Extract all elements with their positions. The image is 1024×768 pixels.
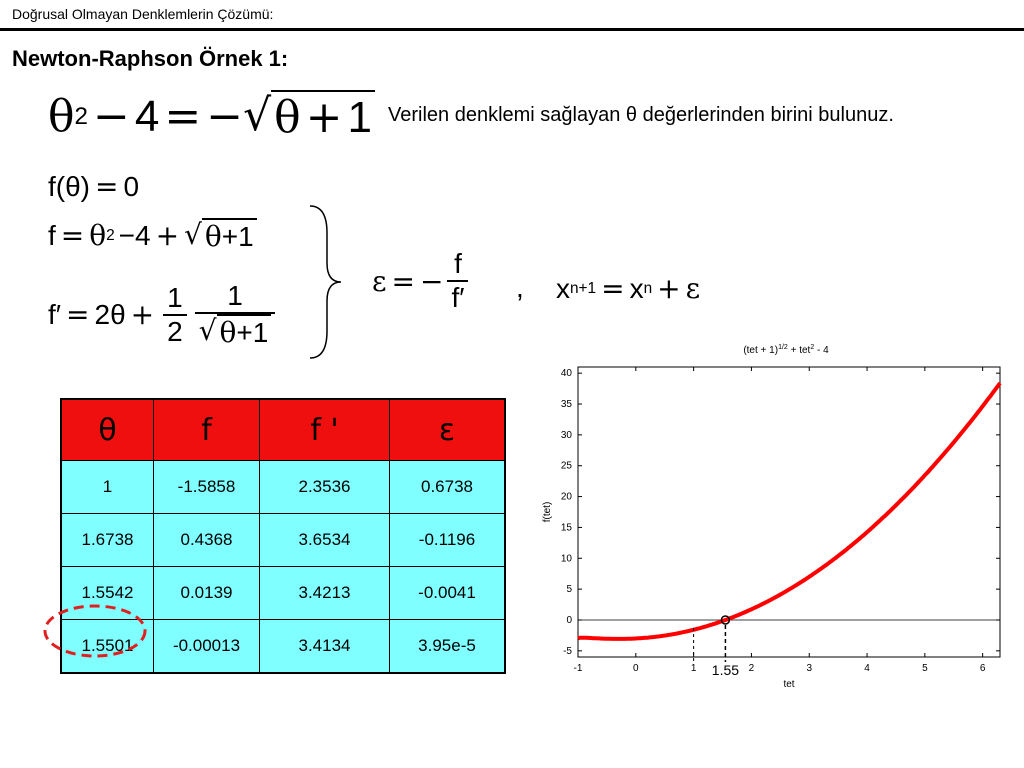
cell-fprime: 2.3536 [260,461,390,514]
table-row [61,461,505,514]
y-tick-label: 15 [560,522,572,534]
cell-theta: 1.5501 [61,620,154,674]
f-theta: f(θ) [48,170,90,202]
radical-icon: √ [198,314,217,347]
root-equation [48,170,139,203]
cell-f: 0.4368 [154,514,260,567]
cell-f: -1.5858 [154,461,260,514]
plot-area [578,367,1000,657]
cell-theta: 1 [61,461,154,514]
y-tick-label: -5 [563,645,572,657]
slide-header: Doğrusal Olmayan Denklemlerin Çözümü: [12,6,274,22]
header-rule [0,28,1024,31]
epsilon-symbol: ε [685,272,701,305]
equals-sign: = [66,298,90,331]
neg-sign: − [419,264,444,298]
equals-sign: = [60,219,85,252]
two-theta: 2θ [94,298,126,330]
cell-epsilon: -0.1196 [390,514,506,567]
x-tick-label: 4 [864,663,870,674]
root-label: 1.55 [711,662,740,678]
equals-sign: = [391,264,415,298]
y-tick-label: 5 [566,584,572,596]
x-tick-label: 1 [690,663,697,674]
y-tick-label: 40 [560,368,572,380]
epsilon-symbol: ε [372,264,387,298]
x-tick-label: 0 [633,663,639,674]
y-tick-label: 30 [560,429,572,441]
cell-fprime: 3.4134 [260,620,390,674]
x-symbol: x [556,272,570,304]
equals-sign: = [95,170,119,203]
comma: , [516,272,524,303]
y-tick-label: 20 [560,491,572,503]
slide-title: Newton-Raphson Örnek 1: [12,46,289,71]
header-f: f [154,399,260,461]
plus-sign: + [155,219,180,252]
header-theta: θ [61,399,154,461]
theta-symbol-2: θ [204,220,222,253]
exp-2: 2 [106,226,115,244]
cell-theta: 1.6738 [61,514,154,567]
x-tick-label: 3 [806,663,813,674]
cell-f: -0.00013 [154,620,260,674]
fprime-lhs: f′ [48,298,62,330]
subscript-n: n [643,279,653,297]
radical-icon: √ [243,90,272,141]
curly-brace-icon [305,203,345,361]
f-lhs: f [48,219,56,251]
sqrt-expression [199,314,272,349]
cell-epsilon: 3.95e-5 [390,620,506,674]
table-row [61,514,505,567]
main-equation [48,90,375,143]
cell-fprime: 3.4213 [260,567,390,620]
iteration-equation [556,272,700,305]
cell-epsilon: 0.6738 [390,461,506,514]
x-tick-label: -1 [573,663,583,674]
cell-theta: 1.5542 [61,567,154,620]
equals-sign: = [601,272,625,305]
cell-fprime: 3.6534 [260,514,390,567]
x-axis-label: tet [783,679,795,690]
x-symbol-2: x [629,272,644,304]
header-epsilon: ε [390,399,506,461]
plus-one: +1 [221,221,254,252]
plus-sign: + [657,272,681,305]
radical-icon: √ [184,218,202,251]
subscript-n1: n+1 [570,279,597,297]
x-tick-label: 5 [922,663,928,674]
y-tick-label: 35 [560,399,572,411]
number-1: 1 [347,93,372,142]
plus-sign: + [130,298,155,331]
fprime-equation [48,280,279,349]
cell-epsilon: -0.0041 [390,567,506,620]
x-tick-label: 6 [979,663,986,674]
y-axis-label: f(tet) [542,501,553,523]
cell-f: 0.0139 [154,567,260,620]
equals-sign: = [164,91,202,142]
numerator: 1 [227,280,243,311]
theta-symbol-2: θ [274,92,301,143]
table-header-row [61,399,505,461]
plus-sign: + [305,92,343,143]
y-tick-label: 25 [560,460,572,472]
denominator: 2 [163,314,187,348]
f-equation [48,218,257,253]
x-tick-label: 2 [748,663,755,674]
inverse-sqrt-fraction [195,280,276,349]
sqrt-expression [243,90,375,143]
theta-symbol: θ [219,316,237,349]
minus-sign: − [92,91,130,142]
sqrt-expression [184,218,257,253]
plus-one: +1 [236,317,269,348]
highlight-ellipse [42,603,148,659]
exp-2: 2 [74,102,88,130]
epsilon-equation [372,248,472,314]
numerator: f [454,248,462,279]
y-tick-label: 0 [566,614,572,626]
half-fraction [163,282,187,348]
y-tick-label: 10 [560,553,572,565]
denominator: f′ [447,280,468,314]
zero: 0 [123,170,140,202]
f-over-fprime [447,248,468,314]
neg-sign: − [206,91,244,142]
header-fprime: f ' [260,399,390,461]
function-plot [540,335,1020,705]
theta-symbol: θ [89,219,107,252]
numerator: 1 [167,281,183,313]
theta-symbol: θ [48,91,75,142]
instruction-text: Verilen denklemi sağlayan θ değerlerinden birini bulunuz. [388,104,894,126]
minus-four: −4 [118,219,151,251]
chart-title: (tet + 1)$^{1/2}$ + tet$^2$ - 4 [743,344,829,356]
number-4: 4 [134,91,160,141]
